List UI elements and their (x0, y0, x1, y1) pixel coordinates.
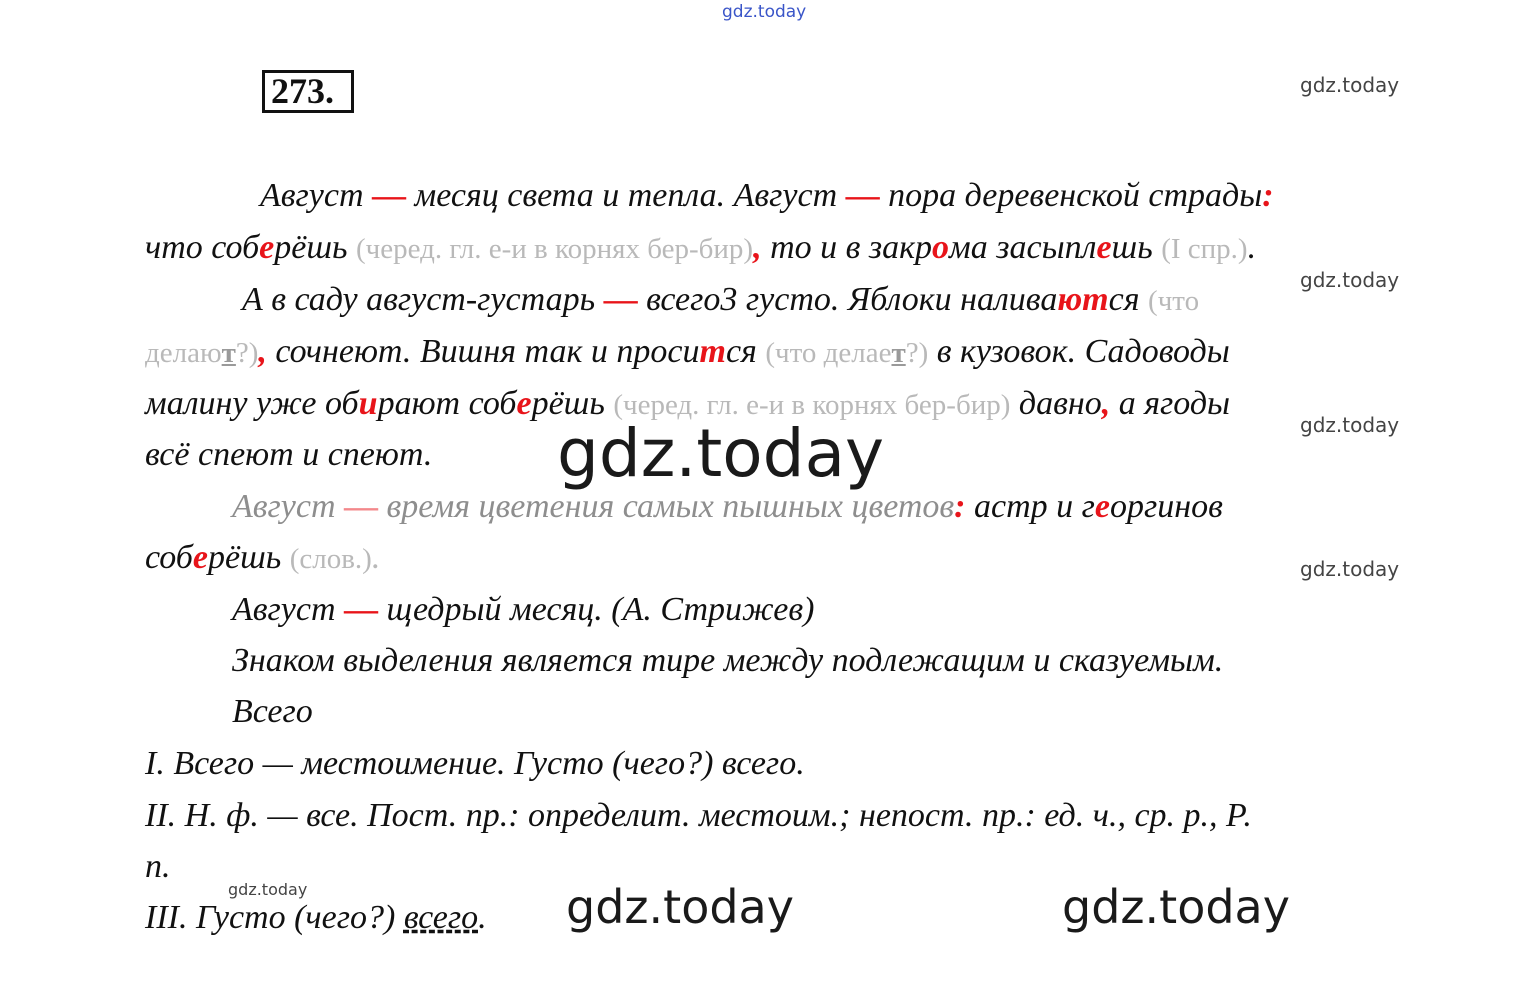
text-line-11: Всего (232, 693, 313, 730)
watermark-small: gdz.today (1300, 268, 1400, 292)
text-line-4: делают?), сочнеют. Вишня так и просится (что делает?) в кузовок. Садоводы (145, 333, 1230, 370)
text-line-9: Август — щедрый месяц. (А. Стрижев) (232, 591, 815, 628)
watermark-top: gdz.today (722, 2, 807, 22)
watermark-small: gdz.today (228, 880, 308, 899)
watermark-large: gdz.today (566, 880, 794, 934)
text-line-7: Август — время цветения самых пышных цветов: астр и георгинов (232, 488, 1223, 525)
text-line-3: А в саду август-густарь — всего3 густо. Яблоки наливаются (что (242, 281, 1200, 318)
text-line-6: всё спеют и спеют. (145, 436, 433, 473)
text-line-14: п. (145, 848, 171, 885)
watermark-small: gdz.today (1300, 413, 1400, 437)
text-line-12: I. Всего — местоимение. Густо (чего?) всего. (145, 745, 805, 782)
text-line-2: что соберёшь (черед. гл. е-и в корнях бер-бир), то и в закрома засыплешь (I спр.). (145, 229, 1257, 266)
text-line-15: III. Густо (чего?) всего. (145, 899, 487, 936)
watermark-small: gdz.today (1300, 73, 1400, 97)
text-line-10: Знаком выделения является тире между подлежащим и сказуемым. (232, 642, 1224, 679)
watermark-small: gdz.today (1300, 557, 1400, 581)
text-line-5: малину уже обирают соберёшь (черед. гл. е-и в корнях бер-бир) давно, а ягоды (145, 385, 1231, 422)
watermark-large: gdz.today (557, 415, 885, 492)
text-line-8: соберёшь (слов.). (145, 539, 381, 576)
exercise-number: 273. (262, 70, 354, 113)
watermark-large: gdz.today (1062, 880, 1290, 934)
text-line-13: II. Н. ф. — все. Пост. пр.: определит. местоим.; непост. пр.: ед. ч., ср. р., Р. (145, 797, 1252, 834)
text-line-1: Август — месяц света и тепла. Август — пора деревенской страды: (260, 177, 1274, 214)
